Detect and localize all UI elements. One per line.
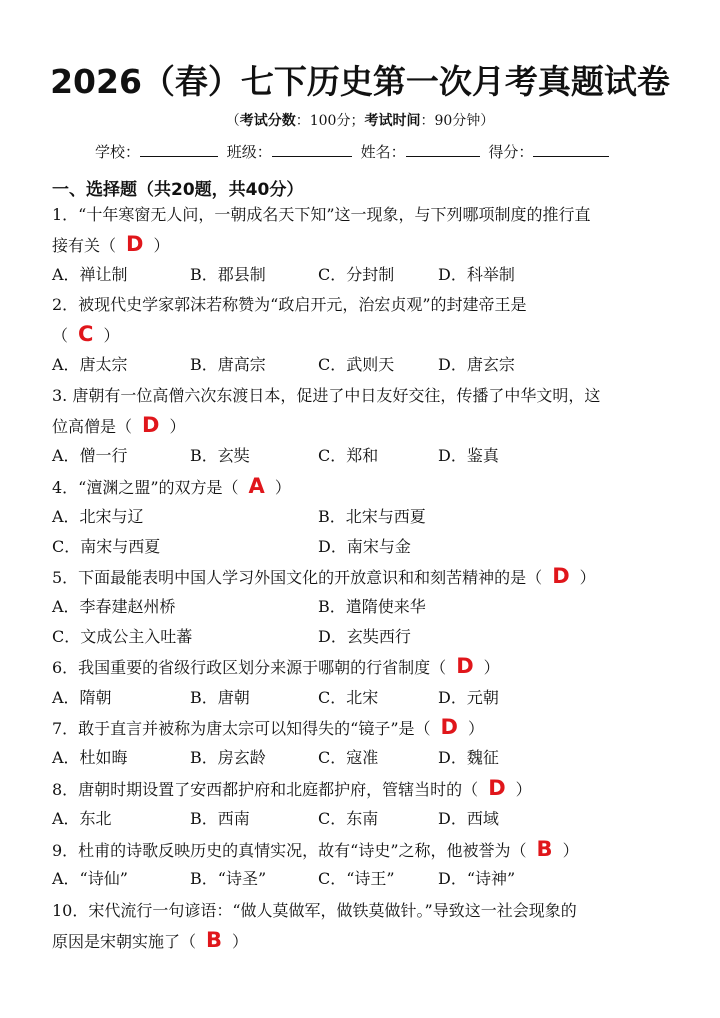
question-5-text: 5．下面最能表明中国人学习外国文化的开放意识和和刻苦精神的是（ D ） [52,564,596,588]
option-a: A．北宋与辽 [52,507,144,526]
option-c: C．南宋与西夏 [52,537,161,556]
score-label: 得分： [488,143,534,161]
question-4-text: 4．“澶渊之盟”的双方是（ A ） [52,474,291,498]
question-7-text: 7．敢于直言并被称为唐太宗可以知得失的“镜子”是（ D ） [52,715,484,739]
option-a: A．僧一行 [52,446,128,465]
option-d: D．科举制 [438,265,515,284]
student-info [95,141,613,162]
answer-mark: B [536,837,553,861]
section-title: 一、选择题（共20题，共40分） [52,180,304,200]
name-label: 姓名： [360,143,406,161]
option-a: A．隋朝 [52,688,112,707]
option-c: C．“诗王” [318,869,395,888]
option-d: D．西域 [438,809,499,828]
option-d: D．南宋与金 [318,537,411,556]
question-1-stem-end: 接有关（ D ） [52,232,170,256]
answer-mark: D [488,776,506,800]
answer-mark: D [142,413,160,437]
option-a: A．禅让制 [52,265,128,284]
answer-mark: A [248,474,265,498]
page-title: 2026（春）七下历史第一次月考真题试卷 [50,62,670,101]
school-blank[interactable] [140,142,218,157]
option-d: D．鉴真 [438,446,499,465]
question-6-text: 6．我国重要的省级行政区划分来源于哪朝的行省制度（ D ） [52,654,500,678]
option-c: C．郑和 [318,446,379,465]
question-10-text: 10．宋代流行一句谚语：“做人莫做军，做铁莫做针。”导致这一社会现象的 [52,901,577,920]
option-d: D．魏征 [438,748,499,767]
option-c: C．文成公主入吐蕃 [52,627,193,646]
option-b: B．唐高宗 [190,355,266,374]
school-label: 学校： [95,143,141,161]
option-b: B．北宋与西夏 [318,507,426,526]
option-c: C．寇准 [318,748,379,767]
option-d: D．元朝 [438,688,499,707]
option-b: B．“诗圣” [190,869,267,888]
class-blank[interactable] [272,142,352,157]
option-a: A．东北 [52,809,112,828]
question-10-stem-end: 原因是宋朝实施了（ B ） [52,928,249,952]
option-b: B．玄奘 [190,446,250,465]
answer-mark: D [456,654,474,678]
question-3-stem-end: 位高僧是（ D ） [52,413,186,437]
question-2-text: 2．被现代史学家郭沫若称赞为“政启开元，治宏贞观”的封建帝王是 [52,295,527,314]
option-c: C．分封制 [318,265,395,284]
option-a: A．唐太宗 [52,355,128,374]
option-a: A．杜如晦 [52,748,128,767]
question-8-text: 8．唐朝时期设置了安西都护府和北庭都护府，管辖当时的（ D ） [52,776,532,800]
option-d: D．唐玄宗 [438,355,515,374]
option-b: B．唐朝 [190,688,250,707]
answer-mark: D [126,232,144,256]
answer-mark: D [440,715,458,739]
question-3-text: 3. 唐朝有一位高僧六次东渡日本，促进了中日友好交往，传播了中华文明，这 [52,386,601,405]
answer-mark: D [552,564,570,588]
exam-meta: （考试分数：100分；考试时间：90分钟） [225,113,495,129]
option-c: C．武则天 [318,355,395,374]
question-2-stem-end: （ C ） [52,322,120,346]
question-1-text: 1．“十年寒窗无人问，一朝成名天下知”这一现象，与下列哪项制度的推行直 [52,205,591,224]
option-b: B．郡县制 [190,265,266,284]
option-c: C．北宋 [318,688,379,707]
option-d: D．玄奘西行 [318,627,411,646]
question-9-text: 9．杜甫的诗歌反映历史的真情实况，故有“诗史”之称，他被誉为（ B ） [52,837,579,861]
option-a: A．“诗仙” [52,869,128,888]
option-d: D．“诗神” [438,869,516,888]
answer-mark: B [206,928,223,952]
name-blank[interactable] [406,142,480,157]
option-b: B．西南 [190,809,250,828]
answer-mark: C [78,322,94,346]
score-blank[interactable] [533,142,609,157]
option-c: C．东南 [318,809,379,828]
option-b: B．遣隋使来华 [318,597,426,616]
option-a: A．李春建赵州桥 [52,597,176,616]
option-b: B．房玄龄 [190,748,266,767]
class-label: 班级： [226,143,272,161]
